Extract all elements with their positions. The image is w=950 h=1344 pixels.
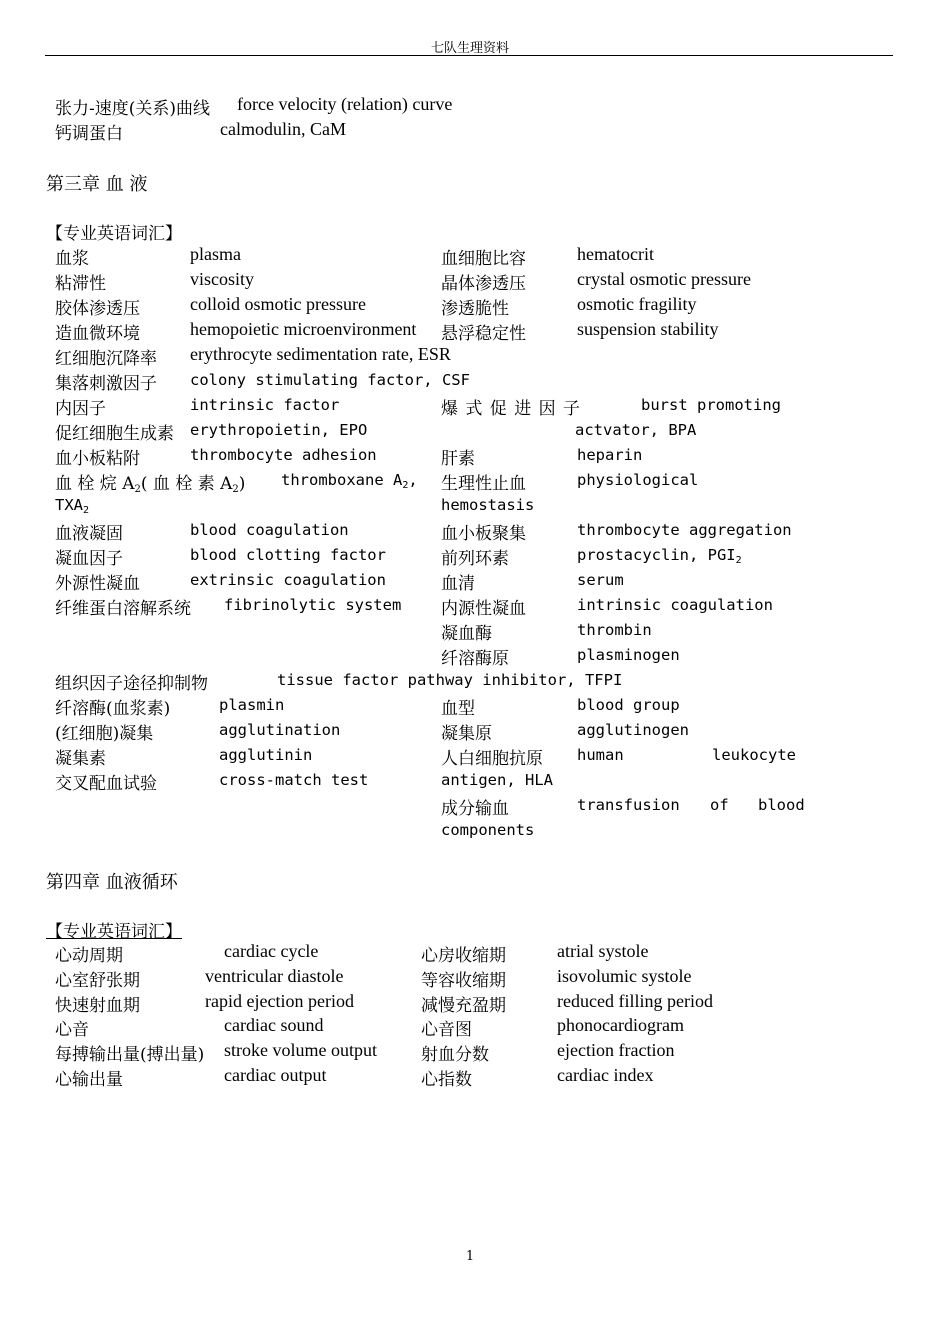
- term-en: agglutinogen: [577, 721, 689, 739]
- term-zh: 纤溶酶原: [441, 649, 509, 669]
- term-zh: 内因子: [55, 399, 106, 419]
- term-en: cardiac sound: [224, 1015, 324, 1035]
- term-en: of: [710, 796, 729, 814]
- vocab-label: 【专业英语词汇】: [46, 922, 182, 942]
- term-zh: 胶体渗透压: [55, 299, 140, 319]
- term-en-cont: hemostasis: [441, 496, 535, 514]
- text: thromboxane A: [281, 471, 403, 489]
- term-en: cardiac cycle: [224, 941, 319, 961]
- term-en: transfusion: [577, 796, 680, 814]
- term-en: colloid osmotic pressure: [190, 294, 366, 314]
- term-en: blood: [758, 796, 805, 814]
- term-en: serum: [577, 571, 624, 589]
- term-zh: 纤维蛋白溶解系统: [55, 599, 191, 619]
- term-en: tissue factor pathway inhibitor, TFPI: [277, 671, 623, 689]
- term-en: phonocardiogram: [557, 1015, 684, 1035]
- term-zh: 射血分数: [421, 1045, 489, 1065]
- term-en: leukocyte: [712, 746, 796, 764]
- term-en: agglutination: [219, 721, 341, 739]
- term-zh: 钙调蛋白: [55, 124, 123, 144]
- term-zh: 粘滞性: [55, 274, 106, 294]
- term-en: [577, 546, 742, 566]
- term-en: cardiac index: [557, 1065, 654, 1085]
- term-en: ejection fraction: [557, 1040, 675, 1060]
- term-en: human: [577, 746, 624, 764]
- text: TXA: [55, 496, 83, 514]
- term-zh: 凝集原: [441, 724, 492, 744]
- subscript: 2: [735, 555, 742, 566]
- term-en: rapid ejection period: [205, 991, 354, 1011]
- term-zh: 血细胞比容: [441, 249, 526, 269]
- term-zh: 血液凝固: [55, 524, 123, 544]
- running-header: 七队生理资料: [430, 41, 509, 56]
- term-en: thrombocyte aggregation: [577, 521, 792, 539]
- term-en: force velocity (relation) curve: [237, 94, 453, 114]
- subscript: 2: [232, 484, 239, 495]
- term-zh: 肝素: [441, 449, 475, 469]
- term-zh: 造血微环境: [55, 324, 140, 344]
- term-en: extrinsic coagulation: [190, 571, 386, 589]
- text: ( 血 栓 素 A: [140, 474, 233, 494]
- term-en: plasminogen: [577, 646, 680, 664]
- term-en: erythrocyte sedimentation rate, ESR: [190, 344, 451, 364]
- term-en: cross-match test: [219, 771, 369, 789]
- term-en: osmotic fragility: [577, 294, 697, 314]
- subscript: 2: [402, 480, 409, 491]
- text: prostacyclin, PGI: [577, 546, 736, 564]
- term-en: blood clotting factor: [190, 546, 386, 564]
- term-zh: 心房收缩期: [421, 946, 506, 966]
- term-zh: 前列环素: [441, 549, 509, 569]
- term-en: stroke volume output: [224, 1040, 377, 1060]
- term-zh: 心输出量: [55, 1070, 123, 1090]
- term-en: plasma: [190, 244, 241, 264]
- chapter-heading: 第四章 血液循环: [46, 872, 178, 893]
- term-en: blood group: [577, 696, 680, 714]
- term-en: physiological: [577, 471, 699, 489]
- term-zh: 交叉配血试验: [55, 774, 157, 794]
- term-en: blood coagulation: [190, 521, 349, 539]
- term-zh: 减慢充盈期: [421, 996, 506, 1016]
- term-en: plasmin: [219, 696, 285, 714]
- term-en: calmodulin, CaM: [220, 119, 346, 139]
- term-en: fibrinolytic system: [224, 596, 402, 614]
- term-en: thrombocyte adhesion: [190, 446, 377, 464]
- term-en: hemopoietic microenvironment: [190, 319, 417, 339]
- term-zh: 血型: [441, 699, 475, 719]
- term-zh: 血清: [441, 574, 475, 594]
- term-zh: 人白细胞抗原: [441, 749, 543, 769]
- term-en-cont: components: [441, 821, 535, 839]
- term-en: intrinsic coagulation: [577, 596, 773, 614]
- term-en: heparin: [577, 446, 643, 464]
- term-zh: 心音图: [421, 1020, 472, 1040]
- term-en: colony stimulating factor, CSF: [190, 371, 470, 389]
- chapter-heading: 第三章 血 液: [46, 174, 148, 195]
- term-en-cont: actvator, BPA: [575, 421, 697, 439]
- term-en-txa: [281, 471, 418, 491]
- term-zh: 每搏输出量(搏出量): [55, 1045, 205, 1065]
- subscript: 2: [83, 505, 90, 516]
- term-en: cardiac output: [224, 1065, 327, 1085]
- page-number: 1: [465, 1249, 475, 1264]
- term-zh: 心指数: [421, 1070, 472, 1090]
- text: ): [238, 474, 246, 494]
- term-zh: 成分输血: [441, 799, 509, 819]
- term-zh: 外源性凝血: [55, 574, 140, 594]
- text: ,: [408, 471, 418, 489]
- term-en-cont: antigen, HLA: [441, 771, 553, 789]
- term-zh: (红细胞)凝集: [55, 724, 154, 744]
- term-en: erythropoietin, EPO: [190, 421, 368, 439]
- term-zh: 凝集素: [55, 749, 106, 769]
- text: 血 栓 烷 A: [55, 474, 135, 494]
- term-en: viscosity: [190, 269, 255, 289]
- term-en: ventricular diastole: [205, 966, 344, 986]
- term-en: isovolumic systole: [557, 966, 692, 986]
- vocab-label: 【专业英语词汇】: [46, 224, 182, 244]
- term-zh: 快速射血期: [55, 996, 140, 1016]
- term-zh: 组织因子途径抑制物: [55, 674, 208, 694]
- term-en: reduced filling period: [557, 991, 713, 1011]
- term-zh: 血小板聚集: [441, 524, 526, 544]
- term-zh: 张力-速度(关系)曲线: [55, 99, 211, 119]
- term-zh: 促红细胞生成素: [55, 424, 174, 444]
- term-zh: 晶体渗透压: [441, 274, 526, 294]
- term-zh: 等容收缩期: [421, 971, 506, 991]
- term-en: hematocrit: [577, 244, 654, 264]
- term-en: crystal osmotic pressure: [577, 269, 751, 289]
- term-zh: 纤溶酶(血浆素): [55, 699, 171, 719]
- term-en: thrombin: [577, 621, 652, 639]
- header-rule: [45, 55, 893, 56]
- term-en: agglutinin: [219, 746, 313, 764]
- term-zh-txa: [55, 469, 245, 495]
- term-zh: 凝血因子: [55, 549, 123, 569]
- term-en: burst promoting: [641, 396, 781, 414]
- term-en-cont: [55, 496, 89, 516]
- term-zh: 爆 式 促 进 因 子: [441, 399, 581, 419]
- term-en: suspension stability: [577, 319, 719, 339]
- term-zh: 内源性凝血: [441, 599, 526, 619]
- term-zh: 红细胞沉降率: [55, 349, 157, 369]
- subscript: 2: [134, 484, 141, 495]
- term-zh: 心音: [55, 1020, 89, 1040]
- term-zh: 血小板粘附: [55, 449, 140, 469]
- term-zh: 血浆: [55, 249, 89, 269]
- term-zh: 心动周期: [55, 946, 123, 966]
- term-zh: 渗透脆性: [441, 299, 509, 319]
- term-en: intrinsic factor: [190, 396, 340, 414]
- term-en: atrial systole: [557, 941, 649, 961]
- term-zh: 集落刺激因子: [55, 374, 157, 394]
- term-zh: 悬浮稳定性: [441, 324, 526, 344]
- term-zh: 心室舒张期: [55, 971, 140, 991]
- term-zh: 生理性止血: [441, 474, 526, 494]
- term-zh: 凝血酶: [441, 624, 492, 644]
